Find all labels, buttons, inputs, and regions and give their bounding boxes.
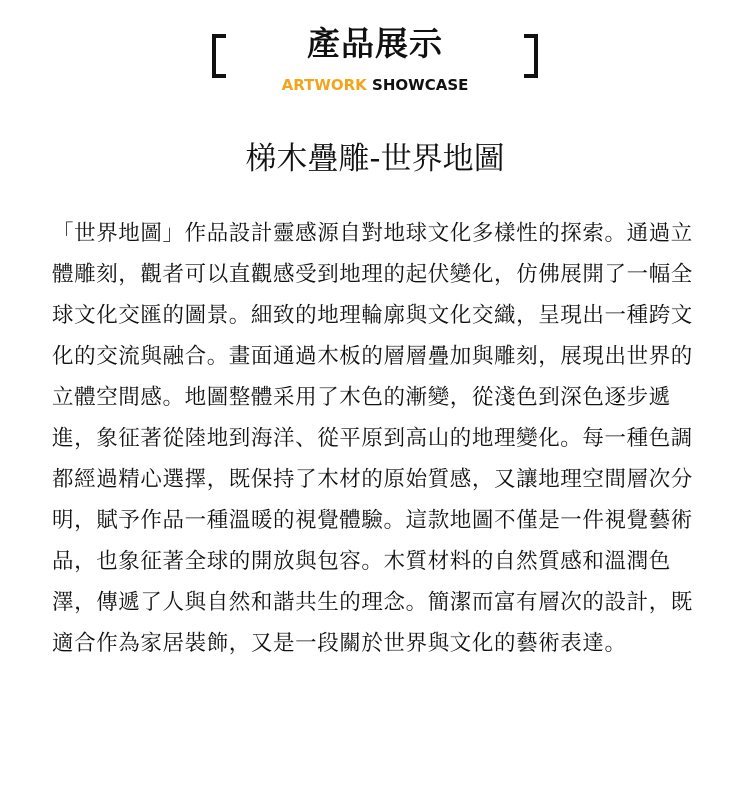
page-title: 產品展示 bbox=[307, 24, 443, 63]
product-description: 「世界地圖」作品設計靈感源自對地球文化多樣性的探索。通過立體雕刻，觀者可以直觀感受到地理的起伏變化，仿佛展開了一幅全球文化交匯的圖景。細致的地理輪廓與文化交織，呈現出一種跨文化的交流與融合。畫面通過木板的層層疊加與雕刻，展現出世界的立體空間感。地圖整體采用了木色的漸變，從淺色到深色逐步遞進，象征著從陸地到海洋、從平原到高山的地理變化。每一種色調都經過精心選擇，既保持了木材的原始質感，又讓地理空間層次分明，賦予作品一種溫暖的視覺體驗。這款地圖不僅是一件視覺藝術品，也象征著全球的開放與包容。木質材料的自然質感和溫潤色澤，傳遞了人與自然和諧共生的理念。簡潔而富有層次的設計，既適合作為家居裝飾，又是一段關於世界與文化的藝術表達。 bbox=[52, 221, 693, 656]
product-title: 梯木疊雕-世界地圖 bbox=[245, 141, 505, 177]
section-header bbox=[0, 0, 750, 110]
subtitle-accent-word: ARTWORK bbox=[281, 76, 367, 94]
page-subtitle bbox=[0, 75, 750, 95]
right-bracket-decoration bbox=[524, 34, 538, 78]
subtitle-word: SHOWCASE bbox=[372, 76, 469, 94]
